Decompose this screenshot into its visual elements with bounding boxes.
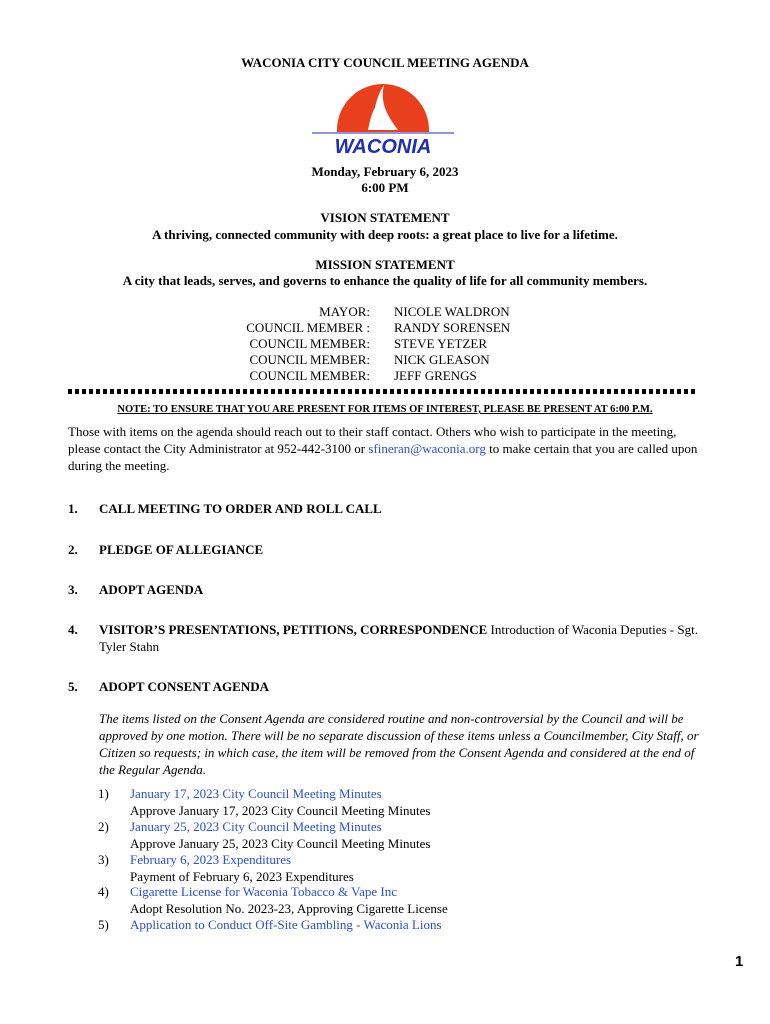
consent-item-link[interactable]: February 6, 2023 Expenditures <box>130 852 292 867</box>
agenda-item-number: 3. <box>68 582 78 597</box>
roster-name: NICK GLEASON <box>394 352 490 367</box>
intro-paragraph <box>68 423 700 474</box>
agenda-item-number: 2. <box>68 542 78 557</box>
roster-row <box>0 304 770 320</box>
roster-row <box>0 320 770 336</box>
roster-role: MAYOR: <box>319 304 370 319</box>
roster-row <box>0 352 770 368</box>
page-number: 1 <box>735 953 744 970</box>
meeting-time: 6:00 PM <box>361 180 409 195</box>
logo-wordmark: WACONIA <box>334 136 432 156</box>
intro-text-before: Those with items on the agenda should reach out to their staff contact. Others who wish to participate in the meeting, please contact the City Administrator at 952-442-3100 or <box>68 424 677 456</box>
roster-name: STEVE YETZER <box>394 336 488 351</box>
roster-row <box>0 336 770 352</box>
roster-name: NICOLE WALDRON <box>394 304 510 319</box>
roster-role: COUNCIL MEMBER: <box>249 368 370 383</box>
roster-role: COUNCIL MEMBER: <box>249 336 370 351</box>
consent-item-action: Approve January 25, 2023 City Council Meeting Minutes <box>130 835 431 851</box>
consent-item-action: Payment of February 6, 2023 Expenditures <box>130 868 354 884</box>
waconia-logo <box>312 80 454 156</box>
agenda-item-number: 4. <box>68 622 78 637</box>
consent-item-number: 3) <box>98 852 109 867</box>
mission-heading: MISSION STATEMENT <box>315 257 455 272</box>
consent-item-action: Approve January 17, 2023 City Council Meeting Minutes <box>130 802 431 818</box>
roster-role: COUNCIL MEMBER : <box>246 320 370 335</box>
consent-item-action: Adopt Resolution No. 2023-23, Approving Cigarette License <box>130 900 448 916</box>
consent-agenda-description: The items listed on the Consent Agenda are considered routine and non-controversial by the Council and will be approved by one motion. There will be no separate discussion of these items unless a Councilmember, City Staff, or Citizen so requests; in which case, the item will be removed from the Consent Agenda and considered at the end of the Regular Agenda. <box>99 711 699 777</box>
dotted-divider <box>68 389 698 394</box>
vision-text: A thriving, connected community with deep roots: a great place to live for a lifetime. <box>152 227 618 242</box>
vision-heading: VISION STATEMENT <box>320 210 450 225</box>
roster-name: JEFF GRENGS <box>394 368 477 383</box>
council-roster <box>0 304 770 384</box>
consent-item-link[interactable]: January 25, 2023 City Council Meeting Minutes <box>130 819 382 834</box>
agenda-item-title: VISITOR’S PRESENTATIONS, PETITIONS, CORRESPONDENCE <box>99 622 488 637</box>
agenda-item-detail: Introduction of Waconia Deputies - Sgt. Tyler Stahn <box>99 622 698 654</box>
consent-item-number: 4) <box>98 884 109 899</box>
roster-name: RANDY SORENSEN <box>394 320 511 335</box>
agenda-item-number: 1. <box>68 501 78 516</box>
mission-text: A city that leads, serves, and governs to enhance the quality of life for all community members. <box>122 273 648 288</box>
consent-item-number: 2) <box>98 819 109 834</box>
roster-role: COUNCIL MEMBER: <box>249 352 370 367</box>
intro-text-after: to make certain that you are called upon during the meeting. <box>68 441 698 473</box>
consent-item-number: 5) <box>98 917 109 932</box>
consent-item-link[interactable]: Application to Conduct Off-Site Gambling - Waconia Lions <box>130 917 442 932</box>
agenda-title: WACONIA CITY COUNCIL MEETING AGENDA <box>241 55 529 70</box>
agenda-item-title: CALL MEETING TO ORDER AND ROLL CALL <box>99 501 382 516</box>
agenda-item-title: ADOPT AGENDA <box>99 582 204 597</box>
attendance-note: NOTE: TO ENSURE THAT YOU ARE PRESENT FOR ITEMS OF INTEREST, PLEASE BE PRESENT AT 6:00 P.M. <box>117 404 653 415</box>
agenda-item-title: PLEDGE OF ALLEGIANCE <box>99 542 264 557</box>
roster-row <box>0 368 770 384</box>
agenda-item-title: ADOPT CONSENT AGENDA <box>99 679 269 694</box>
consent-item-number: 1) <box>98 786 109 801</box>
meeting-date: Monday, February 6, 2023 <box>311 164 459 179</box>
consent-item-link[interactable]: January 17, 2023 City Council Meeting Minutes <box>130 786 382 801</box>
consent-item-link[interactable]: Cigarette License for Waconia Tobacco & Vape Inc <box>130 884 397 899</box>
contact-email-link[interactable]: sfineran@waconia.org <box>368 441 486 456</box>
agenda-item-number: 5. <box>68 679 78 694</box>
